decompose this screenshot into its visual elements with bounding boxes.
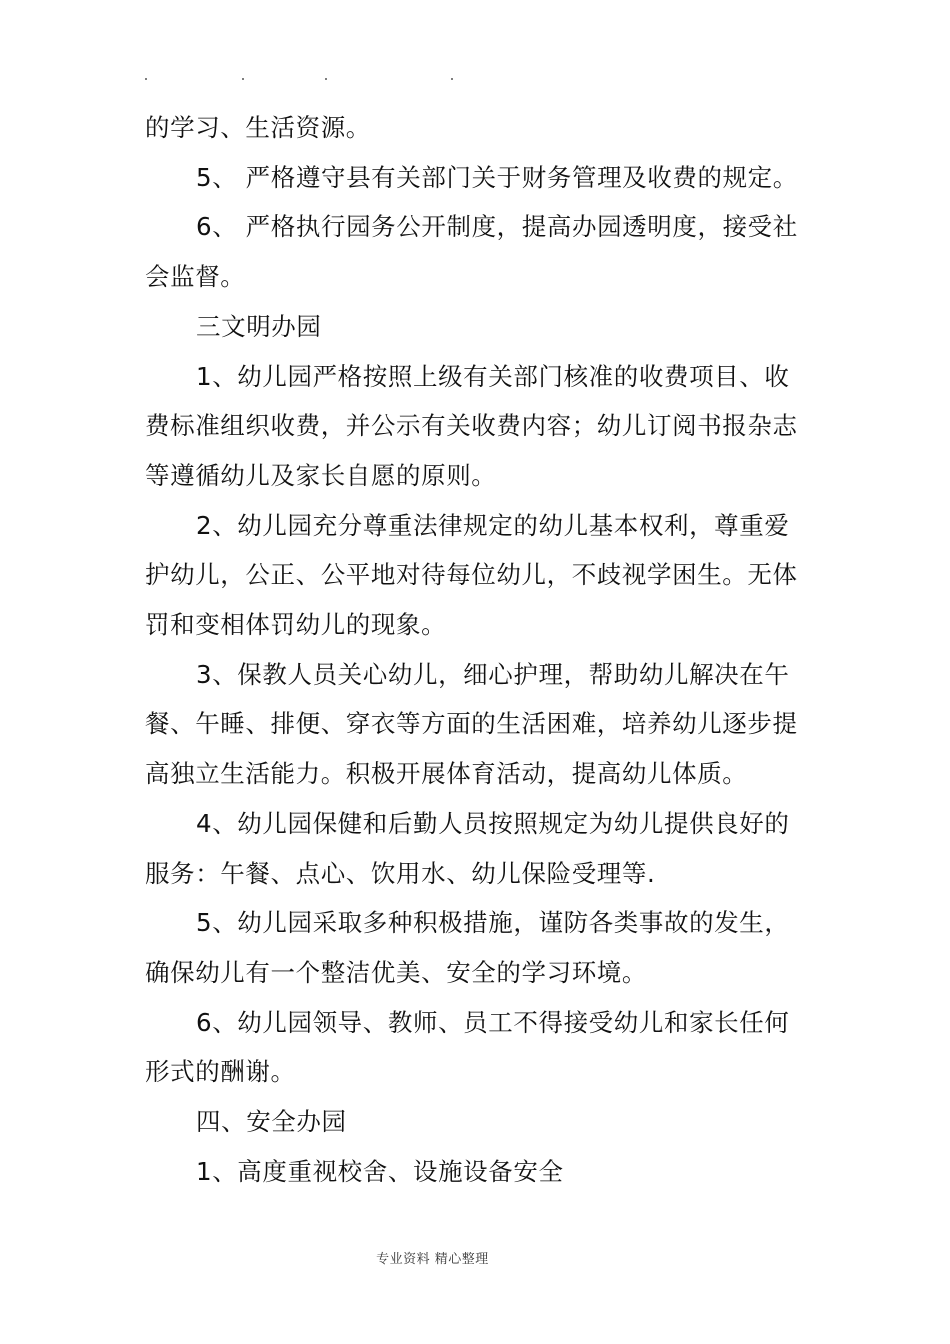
list-item-6-gifts: 6、幼儿园领导、教师、员工不得接受幼儿和家长任何 bbox=[196, 1007, 790, 1037]
header-dots bbox=[145, 78, 465, 84]
list-item-4-services: 4、幼儿园保健和后勤人员按照规定为幼儿提供良好的 bbox=[196, 808, 790, 838]
page-footer bbox=[0, 1248, 950, 1267]
paragraph-continuation: 确保幼儿有一个整洁优美、安全的学习环境。 bbox=[145, 957, 647, 987]
paragraph-continuation: 罚和变相体罚幼儿的现象。 bbox=[145, 610, 447, 640]
list-item-2-rights: 2、幼儿园充分尊重法律规定的幼儿基本权利，尊重爱 bbox=[196, 510, 790, 540]
section-heading-safety: 四、安全办园 bbox=[196, 1107, 347, 1137]
footer-text: 专业资料 精心整理 bbox=[376, 1252, 489, 1267]
paragraph-continuation: 费标准组织收费，并公示有关收费内容；幼儿订阅书报杂志 bbox=[145, 411, 798, 441]
list-item-3-care: 3、保教人员关心幼儿，细心护理，帮助幼儿解决在午 bbox=[196, 659, 790, 689]
header-dot bbox=[242, 78, 244, 80]
list-item-6-openness: 6、 严格执行园务公开制度，提高办园透明度，接受社 bbox=[196, 212, 798, 242]
paragraph-continuation: 高独立生活能力。积极开展体育活动，提高幼儿体质。 bbox=[145, 759, 748, 789]
header-dot bbox=[325, 78, 327, 80]
list-item-5-safety: 5、幼儿园采取多种积极措施，谨防各类事故的发生， bbox=[196, 908, 790, 938]
paragraph-continuation: 等遵循幼儿及家长自愿的原则。 bbox=[145, 460, 497, 490]
paragraph-continuation: 的学习、生活资源。 bbox=[145, 113, 371, 142]
paragraph-continuation: 餐、午睡、排便、穿衣等方面的生活困难，培养幼儿逐步提 bbox=[145, 709, 798, 739]
list-item-1-fees: 1、幼儿园严格按照上级有关部门核准的收费项目、收 bbox=[196, 361, 790, 391]
paragraph-continuation: 服务：午餐、点心、饮用水、幼儿保险受理等. bbox=[145, 858, 656, 888]
header-dot bbox=[145, 78, 147, 80]
document-body bbox=[145, 103, 825, 1196]
header-dot bbox=[451, 78, 453, 80]
paragraph-continuation: 会监督。 bbox=[145, 262, 246, 292]
section-heading-civilized: 三文明办园 bbox=[196, 311, 322, 341]
paragraph-continuation: 形式的酬谢。 bbox=[145, 1057, 296, 1087]
list-item-1-buildings: 1、高度重视校舍、设施设备安全 bbox=[196, 1156, 564, 1186]
list-item-5-finance: 5、 严格遵守县有关部门关于财务管理及收费的规定。 bbox=[196, 162, 798, 192]
paragraph-continuation: 护幼儿，公正、公平地对待每位幼儿，不歧视学困生。无体 bbox=[145, 560, 798, 590]
